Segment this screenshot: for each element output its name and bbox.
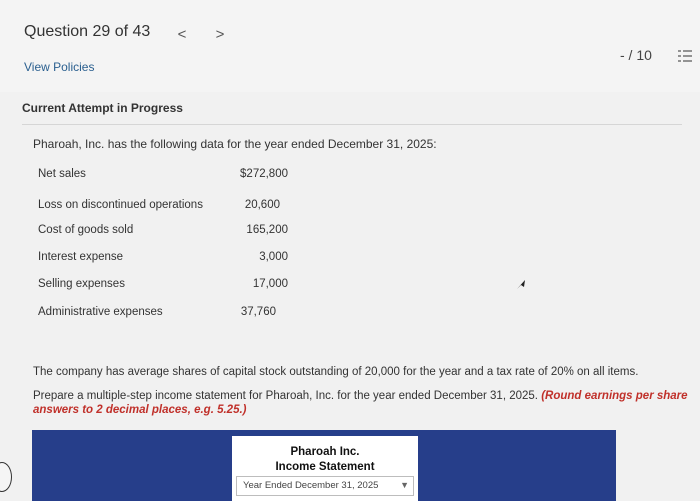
list-icon[interactable] — [678, 49, 692, 63]
attempt-status: Current Attempt in Progress — [22, 101, 183, 115]
table-row — [38, 168, 288, 188]
table-row — [38, 224, 288, 244]
question-counter: Question 29 of 43 — [24, 23, 151, 40]
row-label: Net sales — [38, 168, 86, 180]
instruction-text — [33, 389, 693, 417]
company-name: Pharoah Inc. — [290, 446, 360, 458]
row-value: 165,200 — [246, 224, 288, 236]
table-row — [38, 306, 288, 326]
row-value: 17,000 — [252, 278, 288, 290]
row-value: 20,600 — [244, 199, 280, 211]
rounding-note: (Round earnings per share answers to 2 decimal places, e.g. 5.25.) — [33, 390, 688, 416]
shares-statement: The company has average shares of capital stock outstanding of 20,000 for the year and a tax rate of 20% on all items. — [33, 366, 639, 378]
question-header — [0, 0, 700, 92]
row-value: 3,000 — [259, 251, 288, 263]
chevron-down-icon: ▼ — [400, 480, 409, 490]
period-dropdown[interactable] — [236, 476, 414, 496]
previous-question-button[interactable]: < — [177, 26, 187, 43]
row-label: Loss on discontinued operations — [38, 199, 203, 211]
view-policies-link[interactable]: View Policies — [24, 60, 95, 74]
table-row — [38, 199, 288, 219]
section-divider — [22, 124, 682, 125]
row-label: Interest expense — [38, 251, 124, 263]
side-circle-icon — [0, 462, 12, 492]
period-selected-value: Year Ended December 31, 2025 — [243, 480, 379, 491]
next-question-button[interactable]: > — [215, 26, 225, 43]
statement-title: Income Statement — [275, 461, 375, 473]
table-row — [38, 278, 288, 298]
question-score: - / 10 — [620, 47, 652, 63]
row-value: $272,800 — [240, 168, 288, 180]
row-label: Selling expenses — [38, 278, 125, 290]
table-row — [38, 251, 288, 271]
problem-intro: Pharoah, Inc. has the following data for the year ended December 31, 2025: — [33, 137, 437, 151]
row-label: Cost of goods sold — [38, 224, 134, 236]
instruction-main: Prepare a multiple-step income statement for Pharoah, Inc. for the year ended December 31, 2025. — [33, 390, 539, 402]
row-label: Administrative expenses — [38, 306, 163, 318]
row-value: 37,760 — [240, 306, 276, 318]
mouse-cursor-icon — [516, 279, 526, 291]
